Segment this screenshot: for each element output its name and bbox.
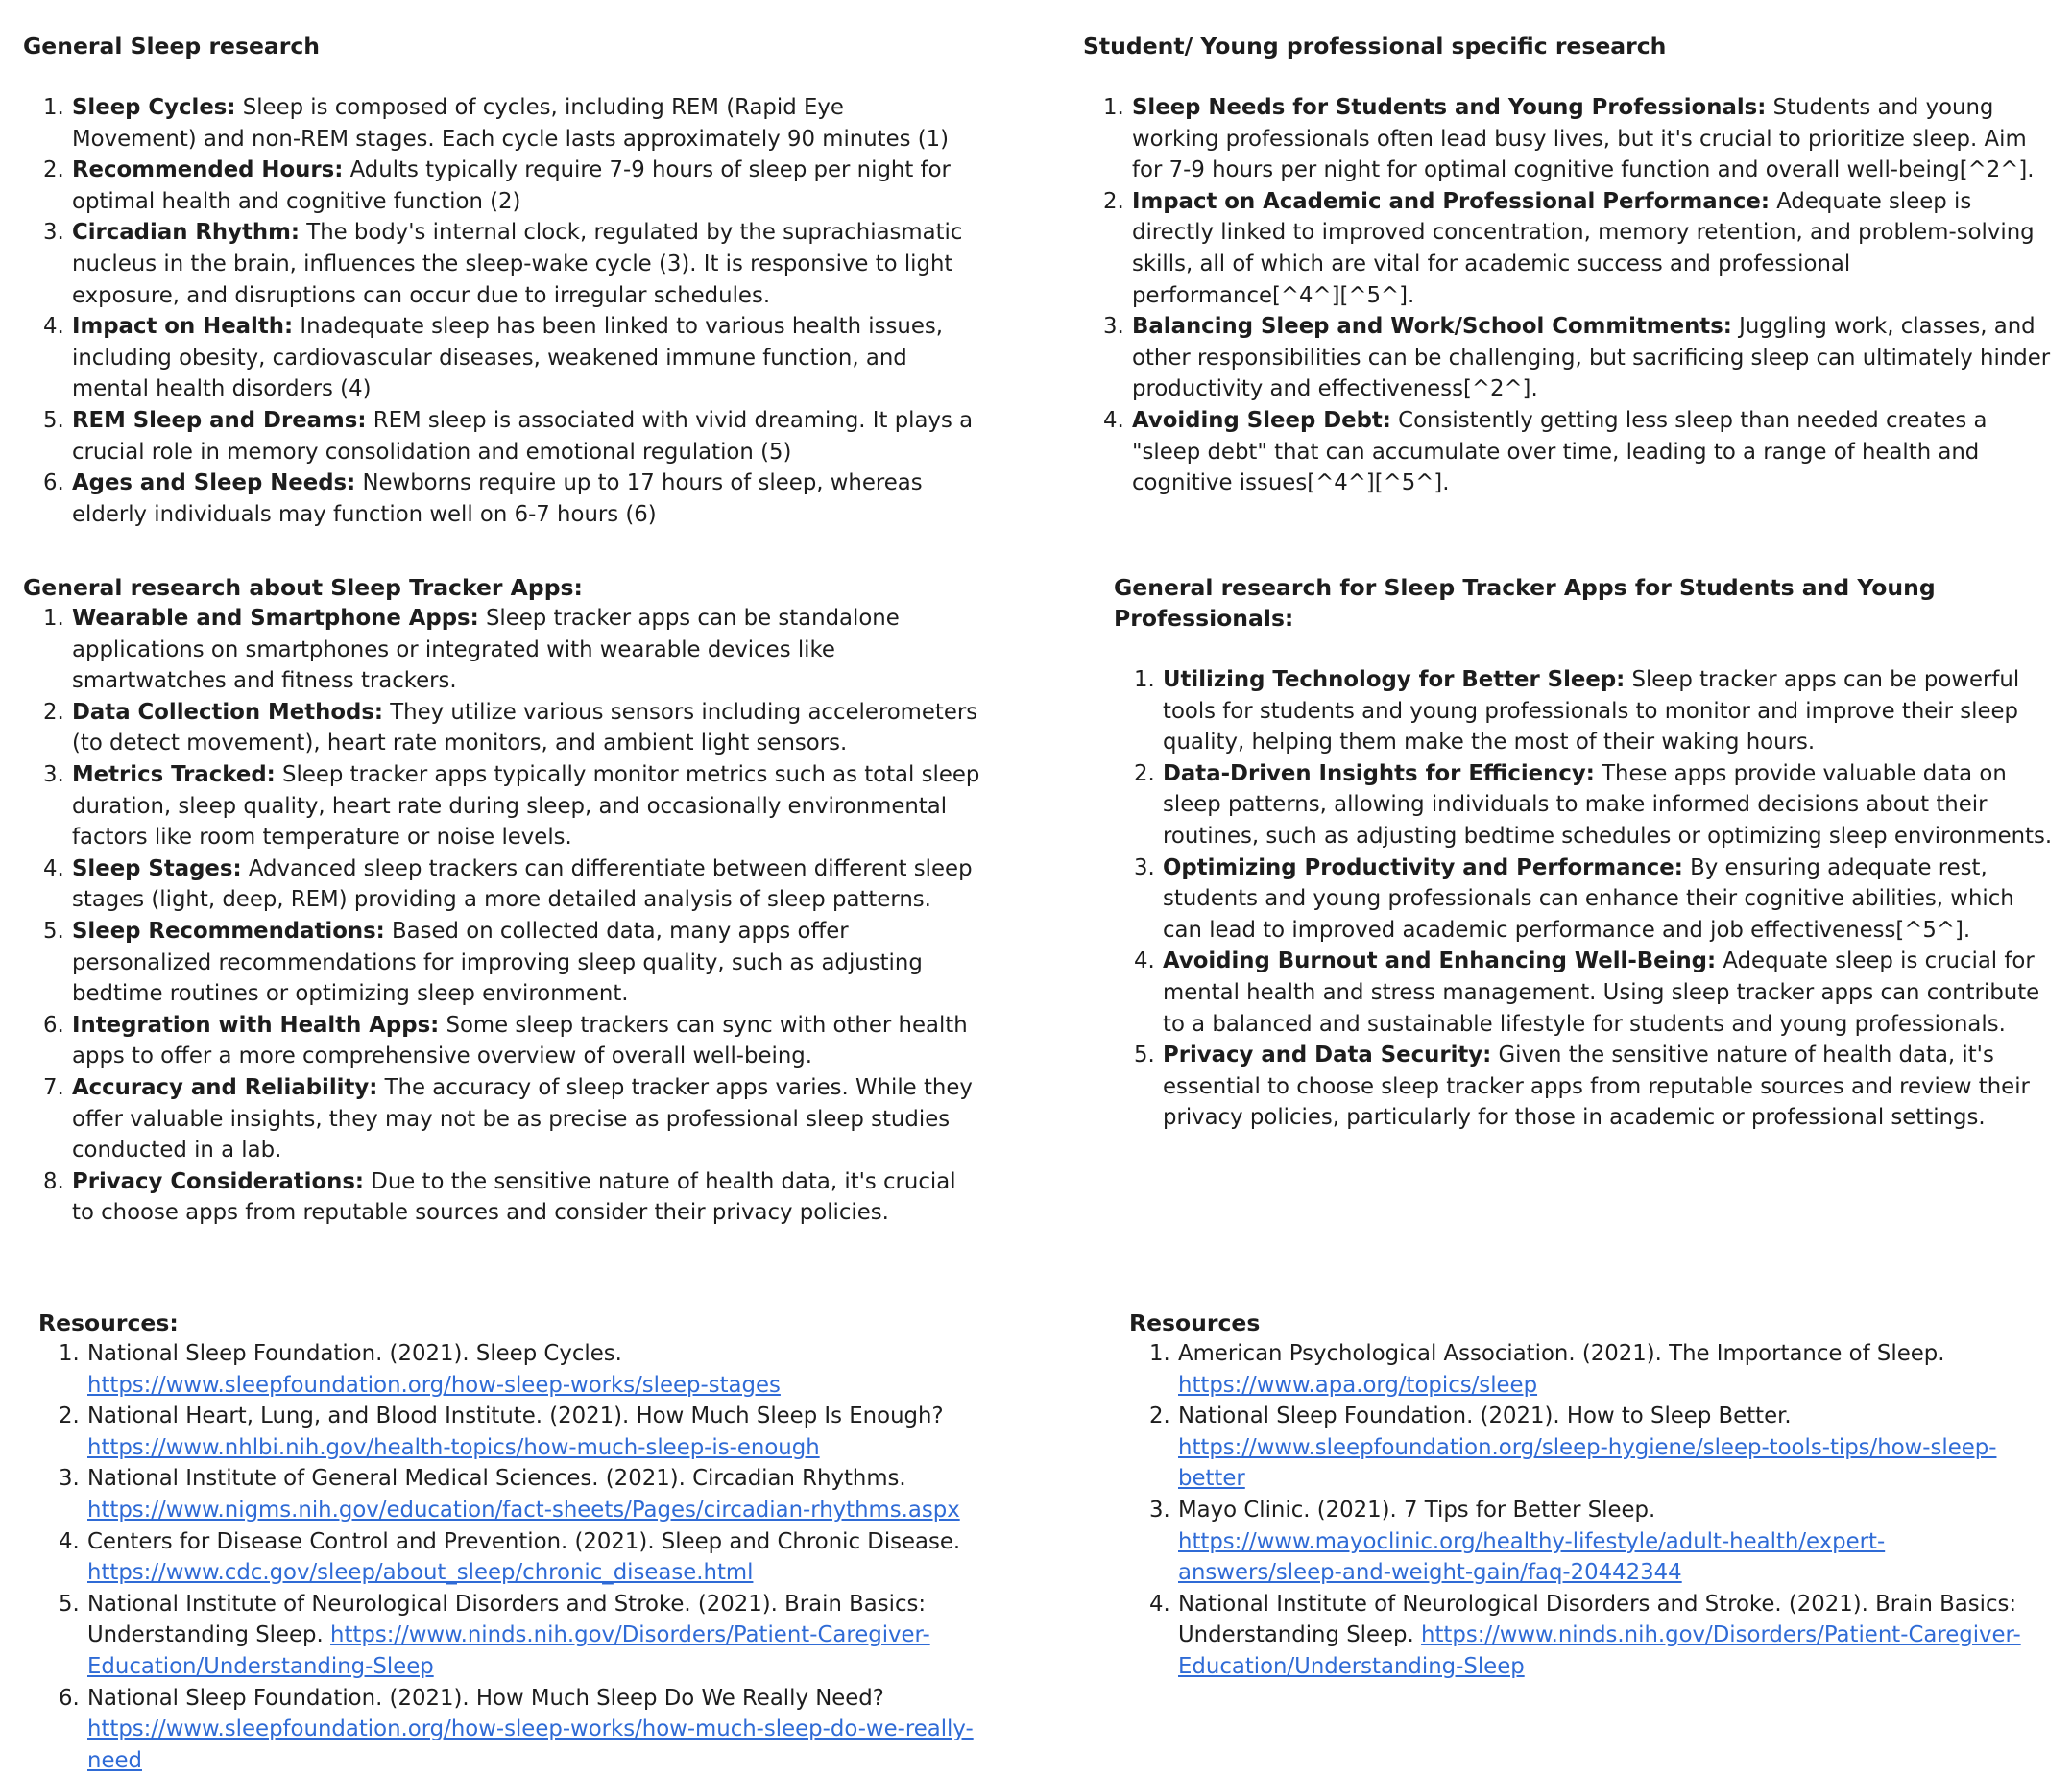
list-item: 2. Data-Driven Insights for Efficiency: These apps provide valuable data on sleep patterns, allowing individuals to make informed decisions about their routines, such as adjusting bedtime schedules or optimizing sleep environments. (1162, 758, 2055, 852)
list-item: 3. Balancing Sleep and Work/School Commitments: Juggling work, classes, and other responsibilities can be challenging, but sacrificing sleep can ultimately hinder productivity and effectiveness[^2^]. (1131, 311, 2053, 405)
list-item: 5. Sleep Recommendations: Based on collected data, many apps offer personalized recommendations for improving sleep quality, such as adjusting bedtime routines or optimizing sleep environment. (71, 916, 983, 1010)
numbered-list (38, 1338, 989, 1776)
list-item: 4. Centers for Disease Control and Prevention. (2021). Sleep and Chronic Disease. https://www.cdc.gov/sleep/about_sleep/chronic_disease.html (86, 1526, 989, 1589)
section-heading: Resources: (38, 1309, 179, 1336)
section-heading: Resources (1129, 1309, 1261, 1336)
resources-right-section (1129, 1308, 2032, 1683)
section-heading: Student/ Young professional specific research (1083, 33, 1667, 60)
list-item: 6. Integration with Health Apps: Some sleep trackers can sync with other health apps to offer a more comprehensive overview of overall well-being. (71, 1010, 983, 1072)
resource-link[interactable]: https://www.sleepfoundation.org/how-sleep-works/how-much-sleep-do-we-really-need (87, 1716, 974, 1773)
numbered-list (23, 603, 983, 1229)
numbered-list (1083, 92, 2053, 499)
numbered-list (1129, 1338, 2032, 1683)
list-item: 1. National Sleep Foundation. (2021). Sleep Cycles. https://www.sleepfoundation.org/how-sleep-works/sleep-stages (86, 1338, 989, 1401)
resource-link[interactable]: https://www.nigms.nih.gov/education/fact-sheets/Pages/circadian-rhythms.aspx (87, 1497, 960, 1523)
list-item: 1. Sleep Needs for Students and Young Professionals: Students and young working professionals often lead busy lives, but it's crucial to prioritize sleep. Aim for 7-9 hours per night for optimal cognitive function and overall well-being[^2^]. (1131, 92, 2053, 186)
list-item: 5. National Institute of Neurological Disorders and Stroke. (2021). Brain Basics: Understanding Sleep. https://www.ninds.nih.gov/Disorders/Patient-Caregiver-Education/Understanding-Sleep (86, 1589, 989, 1683)
list-item: 3. Circadian Rhythm: The body's internal clock, regulated by the suprachiasmatic nucleus in the brain, influences the sleep-wake cycle (3). It is responsive to light exposure, and disruptions can occur due to irregular schedules. (71, 217, 974, 311)
list-item: 2. Data Collection Methods: They utilize various sensors including accelerometers (to detect movement), heart rate monitors, and ambient light sensors. (71, 697, 983, 759)
list-item: 4. Sleep Stages: Advanced sleep trackers can differentiate between different sleep stages (light, deep, REM) providing a more detailed analysis of sleep patterns. (71, 853, 983, 916)
resource-link[interactable]: https://www.sleepfoundation.org/how-sleep-works/sleep-stages (87, 1372, 781, 1398)
student-research-section (1083, 31, 2053, 499)
list-item: 1. Sleep Cycles: Sleep is composed of cycles, including REM (Rapid Eye Movement) and non-REM stages. Each cycle lasts approximately 90 minutes (1) (71, 92, 974, 155)
list-item: 4. Impact on Health: Inadequate sleep has been linked to various health issues, including obesity, cardiovascular diseases, weakened immune function, and mental health disorders (4) (71, 311, 974, 405)
list-item: 3. Mayo Clinic. (2021). 7 Tips for Better Sleep. https://www.mayoclinic.org/healthy-lifestyle/adult-health/expert-answers/sleep-and-weight-gain/faq-20442344 (1177, 1495, 2032, 1589)
numbered-list (23, 92, 974, 530)
list-item: 3. National Institute of General Medical Sciences. (2021). Circadian Rhythms. https://www.nigms.nih.gov/education/fact-sheets/Pages/circadian-rhythms.aspx (86, 1463, 989, 1525)
list-item: 2. National Sleep Foundation. (2021). How to Sleep Better. https://www.sleepfoundation.org/sleep-hygiene/sleep-tools-tips/how-sleep-better (1177, 1401, 2032, 1495)
resources-left-section (38, 1308, 989, 1776)
list-item: 8. Privacy Considerations: Due to the sensitive nature of health data, it's crucial to choose apps from reputable sources and consider their privacy policies. (71, 1166, 983, 1229)
resource-link[interactable]: https://www.ninds.nih.gov/Disorders/Patient-Caregiver-Education/Understanding-Sleep (87, 1622, 930, 1679)
resource-link[interactable]: https://www.nhlbi.nih.gov/health-topics/how-much-sleep-is-enough (87, 1434, 820, 1460)
list-item: 4. National Institute of Neurological Disorders and Stroke. (2021). Brain Basics: Understanding Sleep. https://www.ninds.nih.gov/Disorders/Patient-Caregiver-Education/Understanding-Sleep (1177, 1589, 2032, 1683)
list-item: 1. Utilizing Technology for Better Sleep: Sleep tracker apps can be powerful tools for students and young professionals to monitor and improve their sleep quality, helping them make the most of their waking hours. (1162, 664, 2055, 758)
list-item: 2. National Heart, Lung, and Blood Institute. (2021). How Much Sleep Is Enough? https://www.nhlbi.nih.gov/health-topics/how-much-sleep-is-enough (86, 1401, 989, 1463)
numbered-list (1114, 664, 2055, 1134)
list-item: 1. Wearable and Smartphone Apps: Sleep tracker apps can be standalone applications on smartphones or integrated with wearable devices like smartwatches and fitness trackers. (71, 603, 983, 697)
list-item: 4. Avoiding Burnout and Enhancing Well-Being: Adequate sleep is crucial for mental health and stress management. Using sleep tracker apps can contribute to a balanced and sustainable lifestyle for students and young professionals. (1162, 946, 2055, 1040)
list-item: 7. Accuracy and Reliability: The accuracy of sleep tracker apps varies. While they offer valuable insights, they may not be as precise as professional sleep studies conducted in a lab. (71, 1072, 983, 1166)
section-heading: General research about Sleep Tracker Apps: (23, 574, 583, 601)
resource-link[interactable]: https://www.cdc.gov/sleep/about_sleep/chronic_disease.html (87, 1560, 754, 1586)
list-item: 6. National Sleep Foundation. (2021). How Much Sleep Do We Really Need? https://www.sleepfoundation.org/how-sleep-works/how-much-sleep-do-we-really-need (86, 1683, 989, 1776)
list-item: 4. Avoiding Sleep Debt: Consistently getting less sleep than needed creates a "sleep debt" that can accumulate over time, leading to a range of health and cognitive issues[^4^][^5^]. (1131, 405, 2053, 499)
list-item: 1. American Psychological Association. (2021). The Importance of Sleep. https://www.apa.org/topics/sleep (1177, 1338, 2032, 1401)
list-item: 2. Impact on Academic and Professional Performance: Adequate sleep is directly linked to improved concentration, memory retention, and problem-solving skills, all of which are vital for academic success and professional performance[^4^][^5^]. (1131, 186, 2053, 311)
list-item: 3. Optimizing Productivity and Performance: By ensuring adequate rest, students and young professionals can enhance their cognitive abilities, which can lead to improved academic performance and job effectiveness[^5^]. (1162, 852, 2055, 947)
list-item: 5. REM Sleep and Dreams: REM sleep is associated with vivid dreaming. It plays a crucial role in memory consolidation and emotional regulation (5) (71, 405, 974, 468)
list-item: 5. Privacy and Data Security: Given the sensitive nature of health data, it's essential to choose sleep tracker apps from reputable sources and review their privacy policies, particularly for those in academic or professional settings. (1162, 1040, 2055, 1134)
general-sleep-research-section (23, 31, 974, 530)
section-heading: General Sleep research (23, 33, 320, 60)
sleep-tracker-apps-section (23, 572, 983, 1229)
resource-link[interactable]: https://www.apa.org/topics/sleep (1178, 1372, 1538, 1398)
list-item: 6. Ages and Sleep Needs: Newborns require up to 17 hours of sleep, whereas elderly individuals may function well on 6-7 hours (6) (71, 468, 974, 530)
resource-link[interactable]: https://www.ninds.nih.gov/Disorders/Patient-Caregiver-Education/Understanding-Sleep (1178, 1622, 2021, 1679)
list-item: 3. Metrics Tracked: Sleep tracker apps typically monitor metrics such as total sleep duration, sleep quality, heart rate during sleep, and occasionally environmental factors like room temperature or noise levels. (71, 759, 983, 853)
resource-link[interactable]: https://www.sleepfoundation.org/sleep-hygiene/sleep-tools-tips/how-sleep-better (1178, 1434, 1997, 1492)
resource-link[interactable]: https://www.mayoclinic.org/healthy-lifestyle/adult-health/expert-answers/sleep-and-weight-gain/faq-20442344 (1178, 1528, 1886, 1586)
student-tracker-apps-section (1114, 572, 2055, 1134)
section-heading: General research for Sleep Tracker Apps for Students and Young Professionals: (1114, 574, 1936, 632)
list-item: 2. Recommended Hours: Adults typically require 7-9 hours of sleep per night for optimal health and cognitive function (2) (71, 155, 974, 217)
